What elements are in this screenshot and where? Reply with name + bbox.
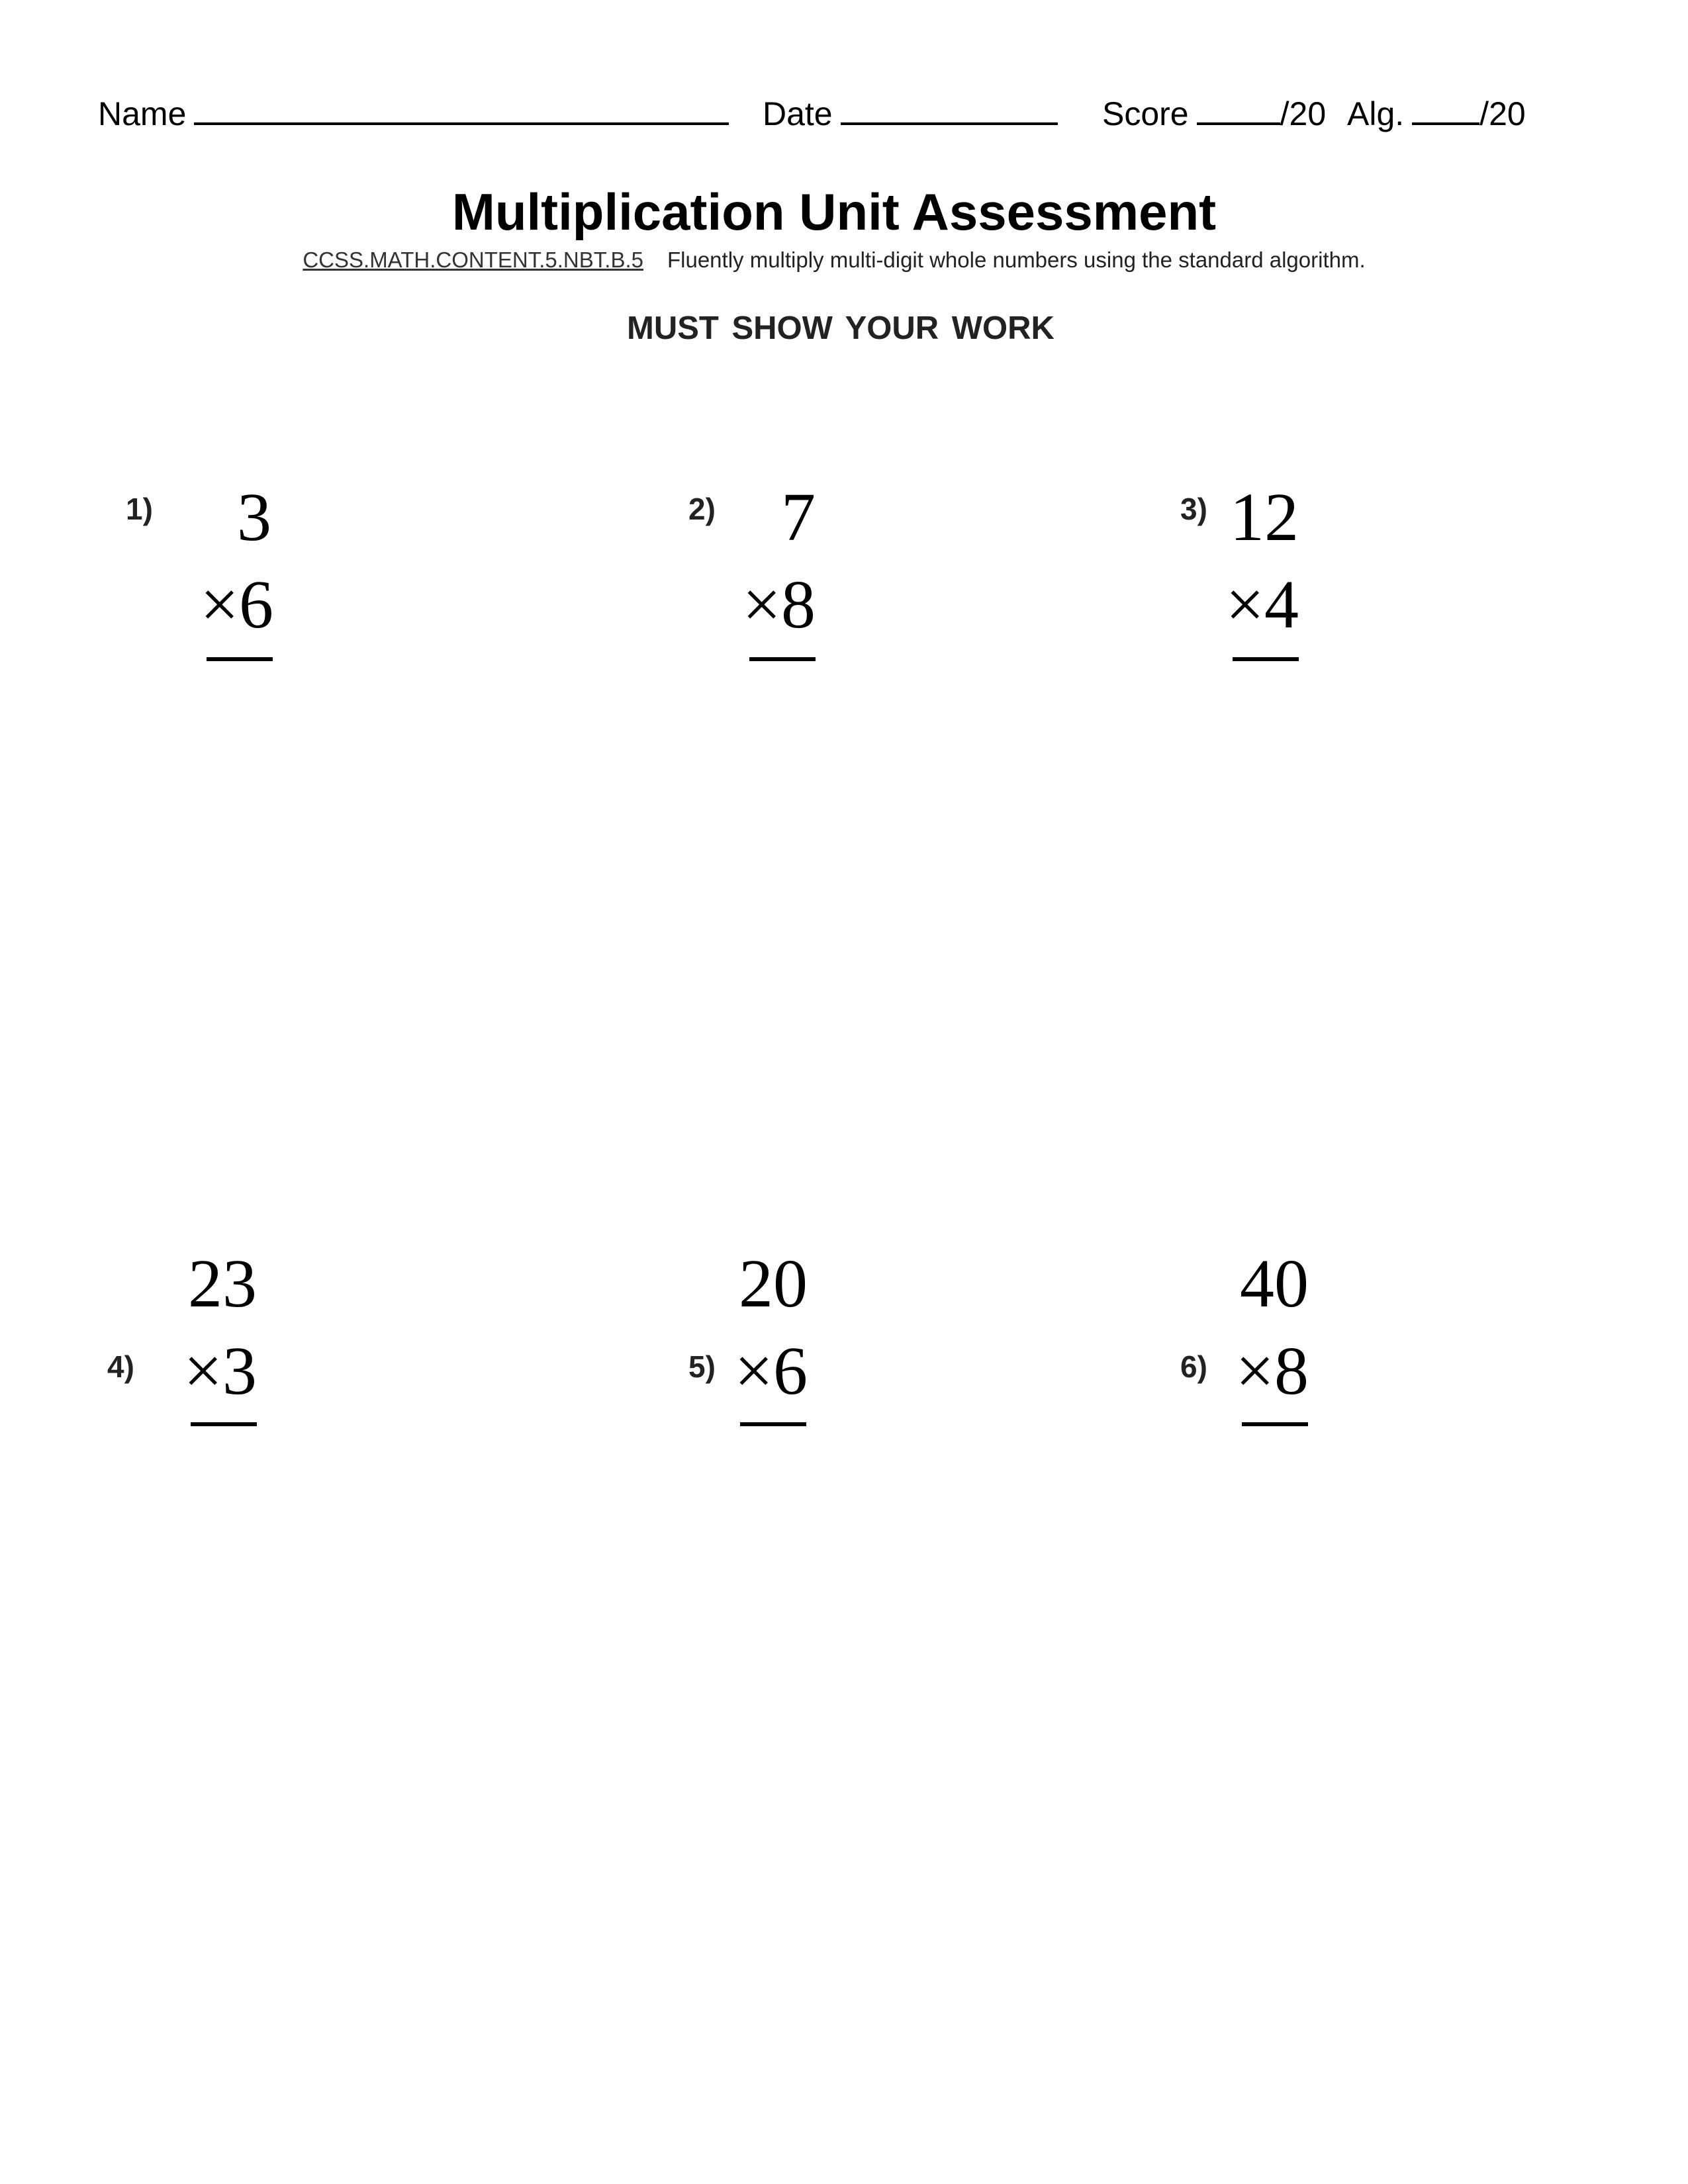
standard-code-link[interactable]: CCSS.MATH.CONTENT.5.NBT.B.5	[303, 248, 643, 272]
problem-bottom-number: ×3	[183, 1333, 257, 1409]
problem-label: 2)	[688, 492, 716, 526]
name-label: Name	[98, 95, 187, 132]
alg-label: Alg.	[1347, 95, 1405, 132]
alg-blank[interactable]	[1412, 96, 1479, 125]
problem-top-number: 7	[781, 479, 816, 555]
problem-top-number: 3	[237, 479, 271, 555]
date-label: Date	[763, 95, 833, 132]
score-field[interactable]	[1102, 96, 1326, 130]
answer-line	[749, 657, 816, 661]
page-title: Multiplication Unit Assessment	[451, 183, 1217, 241]
answer-line	[207, 657, 273, 661]
problem-top-number: 40	[1240, 1246, 1309, 1322]
score-blank[interactable]	[1197, 96, 1280, 125]
problem-label: 3)	[1180, 492, 1207, 526]
problem-top-number: 20	[739, 1246, 808, 1322]
problem-label: 4)	[107, 1349, 134, 1384]
problem-top-number: 23	[188, 1246, 257, 1322]
answer-line	[1242, 1422, 1308, 1426]
problem-label: 5)	[688, 1349, 716, 1384]
problem-label: 6)	[1180, 1349, 1207, 1384]
answer-line	[191, 1422, 257, 1426]
problem-bottom-number: ×6	[734, 1333, 808, 1409]
instruction: MUST SHOW YOUR WORK	[627, 310, 1055, 346]
problem-bottom-number: ×8	[742, 567, 816, 643]
score-label: Score	[1102, 95, 1189, 132]
alg-field[interactable]	[1347, 96, 1526, 130]
problem-bottom-number: ×6	[200, 567, 273, 643]
problem-label: 1)	[126, 492, 153, 526]
date-blank[interactable]	[841, 96, 1058, 125]
alg-total: /20	[1479, 95, 1526, 132]
problem-bottom-number: ×8	[1235, 1333, 1309, 1409]
answer-line	[1233, 657, 1299, 661]
standard-description: Fluently multiply multi-digit whole numbers using the standard algorithm.	[667, 248, 1366, 272]
score-total: /20	[1280, 95, 1327, 132]
problem-top-number: 12	[1230, 479, 1299, 555]
standard-line	[0, 248, 1668, 273]
name-field[interactable]	[98, 96, 729, 130]
name-blank[interactable]	[194, 96, 729, 125]
date-field[interactable]	[763, 96, 1058, 130]
answer-line	[740, 1422, 806, 1426]
problem-bottom-number: ×4	[1225, 567, 1299, 643]
